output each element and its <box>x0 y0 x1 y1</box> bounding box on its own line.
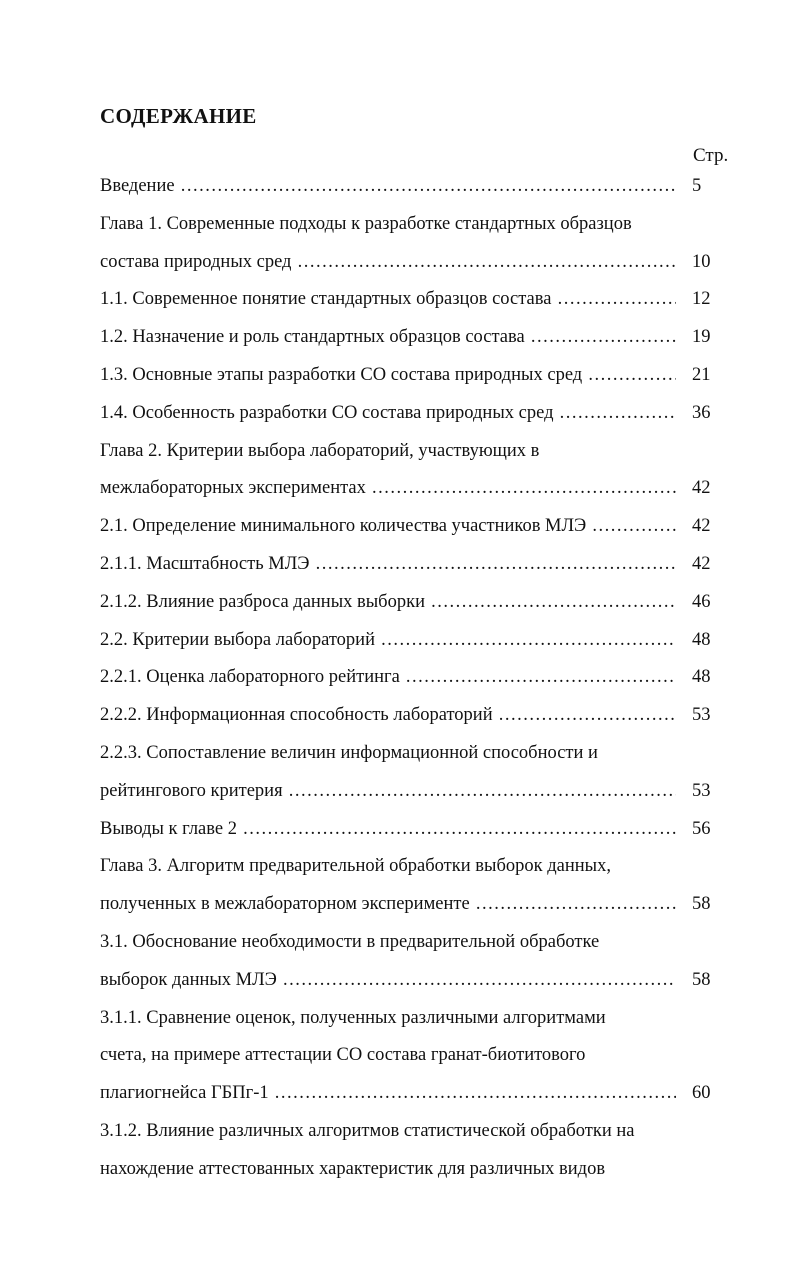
toc-entry-title: 2.2. Критерии выбора лабораторий ..... <box>100 622 676 660</box>
toc-entry <box>100 924 740 962</box>
toc-entry <box>100 962 740 1000</box>
toc-entry <box>100 206 740 244</box>
toc-entry-title: выборок данных МЛЭ ..... <box>100 962 676 1000</box>
toc-entry-title: Глава 2. Критерии выбора лабораторий, участвующих в <box>100 440 540 461</box>
toc-entry <box>100 1000 740 1038</box>
toc-entry <box>100 395 740 433</box>
toc-entry <box>100 244 740 282</box>
toc-entry <box>100 281 740 319</box>
toc-entry <box>100 546 740 584</box>
toc-entry-title: 2.1.1. Масштабность МЛЭ ..... <box>100 546 676 584</box>
toc-entry-title: межлабораторных экспериментах ..... <box>100 470 676 508</box>
toc-entry-title: 2.2.2. Информационная способность лабораторий ..... <box>100 697 676 735</box>
toc-entry <box>100 622 740 660</box>
toc-entry <box>100 848 740 886</box>
toc-entry-page-number: 60 <box>692 1083 711 1104</box>
toc-entry-page-number: 42 <box>692 478 711 499</box>
toc-entry-page-number: 42 <box>692 516 711 537</box>
toc-entry <box>100 584 740 622</box>
toc-entry-title: 1.1. Современное понятие стандартных образцов состава ..... <box>100 281 676 319</box>
toc-entry <box>100 1113 740 1151</box>
toc-entry-title: рейтингового критерия ..... <box>100 773 676 811</box>
toc-entry-page-number: 48 <box>692 629 711 650</box>
toc-entry-page-number: 19 <box>692 327 711 348</box>
toc-entry-page-number: 36 <box>692 402 711 423</box>
toc-entry-title: Глава 1. Современные подходы к разработке стандартных образцов <box>100 213 632 234</box>
toc-entry-page-number: 53 <box>692 780 711 801</box>
toc-entry-page-number: 10 <box>692 251 711 272</box>
toc-entry-title: плагиогнейса ГБПг-1 ..... <box>100 1075 676 1113</box>
toc-entry-page-number: 46 <box>692 591 711 612</box>
toc-entry-title: 2.1. Определение минимального количества участников МЛЭ ..... <box>100 508 676 546</box>
toc-entry-page-number: 56 <box>692 818 711 839</box>
toc-entry-title: счета, на примере аттестации СО состава гранат-биотитового <box>100 1045 586 1066</box>
toc-entry <box>100 697 740 735</box>
toc-entry-title: полученных в межлабораторном эксперименте ..... <box>100 886 676 924</box>
toc-entry <box>100 168 740 206</box>
toc-entry-title: 2.2.1. Оценка лабораторного рейтинга ..... <box>100 659 676 697</box>
page-column-label: Стр. <box>693 145 729 166</box>
toc-entry-page-number: 58 <box>692 894 711 915</box>
toc-entry-title: состава природных сред ..... <box>100 244 676 282</box>
toc-entry-title: Глава 3. Алгоритм предварительной обработки выборок данных, <box>100 856 611 877</box>
toc-entry <box>100 433 740 471</box>
toc-entry-title: 1.3. Основные этапы разработки СО состава природных сред ..... <box>100 357 676 395</box>
toc-entry-page-number: 58 <box>692 969 711 990</box>
toc-entry-page-number: 53 <box>692 705 711 726</box>
toc-entry-title: 3.1.2. Влияние различных алгоритмов статистической обработки на <box>100 1120 635 1141</box>
toc-entry-page-number: 42 <box>692 553 711 574</box>
toc-entry-page-number: 5 <box>692 176 702 196</box>
table-of-contents <box>100 168 740 1189</box>
toc-entry-title: Выводы к главе 2 ..... <box>100 811 676 849</box>
toc-entry-page-number: 21 <box>692 364 711 385</box>
toc-entry-page-number: 48 <box>692 667 711 688</box>
toc-entry <box>100 886 740 924</box>
toc-entry-title: Введение ..... <box>100 168 676 206</box>
toc-entry <box>100 319 740 357</box>
toc-entry-page-number: 12 <box>692 289 711 310</box>
toc-entry-title: нахождение аттестованных характеристик для различных видов <box>100 1158 606 1179</box>
toc-entry-title: 2.1.2. Влияние разброса данных выборки ..... <box>100 584 676 622</box>
toc-entry <box>100 470 740 508</box>
toc-entry <box>100 1037 740 1075</box>
toc-entry <box>100 1151 740 1189</box>
toc-entry-title: 1.2. Назначение и роль стандартных образцов состава ..... <box>100 319 676 357</box>
toc-entry <box>100 659 740 697</box>
toc-entry <box>100 1075 740 1113</box>
toc-entry <box>100 773 740 811</box>
toc-entry-title: 3.1.1. Сравнение оценок, полученных различными алгоритмами <box>100 1007 606 1028</box>
toc-entry-title: 2.2.3. Сопоставление величин информационной способности и <box>100 742 598 763</box>
toc-entry-title: 3.1. Обоснование необходимости в предварительной обработке <box>100 931 600 952</box>
toc-entry <box>100 735 740 773</box>
toc-entry <box>100 357 740 395</box>
toc-entry <box>100 811 740 849</box>
toc-entry <box>100 508 740 546</box>
toc-entry-title: 1.4. Особенность разработки СО состава природных сред ..... <box>100 395 676 433</box>
page-title: СОДЕРЖАНИЕ <box>100 104 257 128</box>
